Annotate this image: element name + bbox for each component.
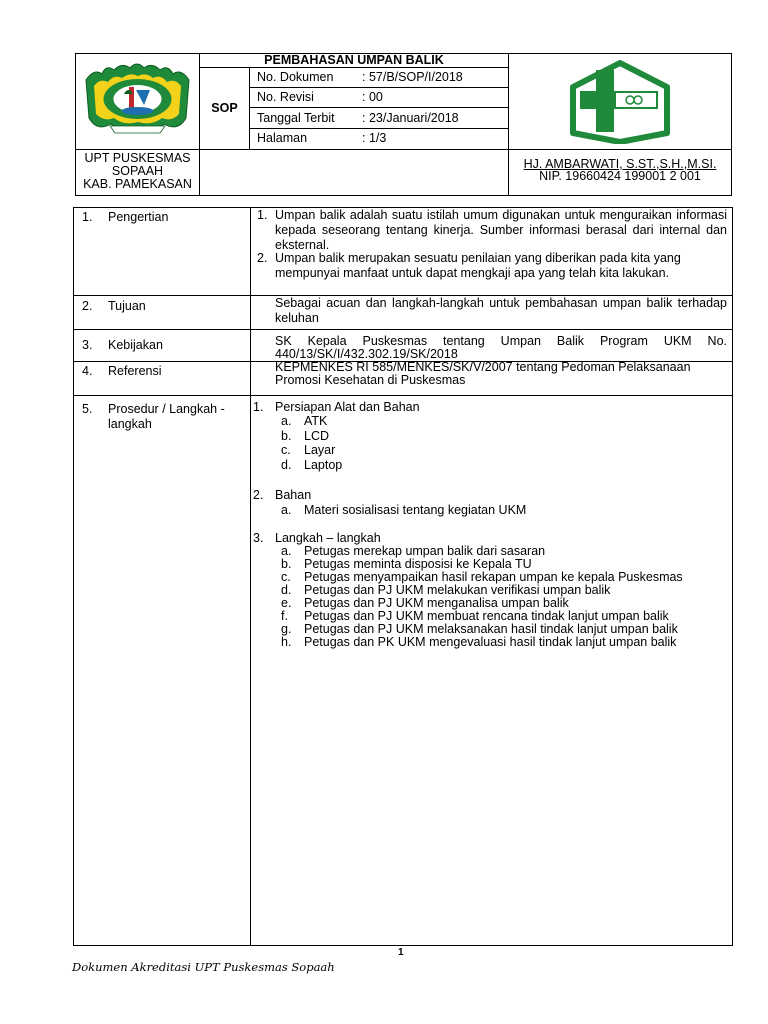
list-marker: d. [281,583,292,597]
list-item: Petugas dan PJ UKM melaksanakan hasil tindak lanjut umpan balik [304,622,678,636]
list-marker: e. [281,596,292,610]
group-marker: 3. [253,531,264,545]
group-title: Langkah – langkah [275,531,381,545]
list-marker: b. [281,429,292,443]
list-item: Petugas dan PJ UKM membuat rencana tindak lanjut umpan balik [304,609,669,623]
kebijakan-text: SK Kepala Puskesmas tentang Umpan Balik Program UKM No. 440/13/SK/I/432.302.19/SK/2018 [275,334,727,361]
section-number: 1. [82,210,93,224]
field-label-no-revisi: No. Revisi [257,90,314,104]
referensi-text: KEPMENKES RI 585/MENKES/SK/V/2007 tentang Pedoman Pelaksanaan Promosi Kesehatan di Puskesmas [275,360,691,387]
list-marker: 2. [257,251,268,265]
field-label-halaman: Halaman [257,131,308,145]
list-marker: a. [281,414,292,428]
list-marker: d. [281,458,292,472]
group-marker: 1. [253,400,264,414]
field-label-no-dokumen: No. Dokumen [257,70,334,84]
list-marker: f. [281,609,288,623]
signatory-nip: NIP. 19660424 199001 2 001 [539,169,701,183]
document-title: PEMBAHASAN UMPAN BALIK [264,53,444,67]
field-label-tanggal-terbit: Tanggal Terbit [257,111,335,125]
section-title-kebijakan: Kebijakan [108,338,163,352]
section-title-referensi: Referensi [108,364,162,378]
signatory-name: HJ. AMBARWATI, S.ST.,S.H.,M.SI. [523,157,717,171]
list-item: Layar [304,443,336,457]
puskesmas-cross-logo [566,60,674,144]
page-number: 1 [398,947,404,958]
field-value-no-dokumen: : 57/B/SOP/I/2018 [362,70,463,84]
org-name [76,152,199,191]
list-marker: a. [281,503,292,517]
section-number: 5. [82,402,93,416]
list-item: Petugas menyampaikan hasil rekapan umpan ke kepala Puskesmas [304,570,683,584]
sop-label: SOP [211,101,238,115]
list-marker: c. [281,443,291,457]
tujuan-text: Sebagai acuan dan langkah-langkah untuk pembahasan umpan balik terhadap keluhan [275,296,727,325]
list-item: LCD [304,429,330,443]
group-marker: 2. [253,488,264,502]
pengertian-item: Umpan balik adalah suatu istilah umum digunakan untuk menguraikan informasi kepada seseorang tentang kinerja. Sumber informasi berasal dari internal dan eksternal. [275,208,727,252]
list-marker: a. [281,544,292,558]
field-value-tanggal-terbit: : 23/Januari/2018 [362,111,459,125]
list-marker: c. [281,570,291,584]
field-value-no-revisi: : 00 [362,90,383,104]
group-title: Persiapan Alat dan Bahan [275,400,420,414]
org-line: SOPAAH [111,164,164,178]
section-number: 2. [82,299,93,313]
section-number: 3. [82,338,93,352]
list-marker: h. [281,635,292,649]
list-item: Materi sosialisasi tentang kegiatan UKM [304,503,527,517]
list-item: Petugas meminta disposisi ke Kepala TU [304,557,532,571]
section-title-prosedur [108,402,225,432]
section-title-tujuan: Tujuan [108,299,146,313]
list-marker: 1. [257,208,268,222]
list-marker: g. [281,622,292,636]
section-number: 4. [82,364,93,378]
section-title-line: langkah [108,417,152,431]
list-item: Petugas dan PJ UKM menganalisa umpan balik [304,596,569,610]
list-item: Petugas dan PJ UKM melakukan verifikasi umpan balik [304,583,611,597]
list-item: Laptop [304,458,343,472]
list-item: Petugas dan PK UKM mengevaluasi hasil tindak lanjut umpan balik [304,635,677,649]
section-title-line: Prosedur / Langkah - [108,402,225,416]
org-line: KAB. PAMEKASAN [83,177,192,191]
field-value-halaman: : 1/3 [362,131,387,145]
list-item: ATK [304,414,328,428]
org-line: UPT PUSKESMAS [84,151,191,165]
section-title-pengertian: Pengertian [108,210,169,224]
group-title: Bahan [275,488,312,502]
list-item: Petugas merekap umpan balik dari sasaran [304,544,546,558]
pengertian-item: Umpan balik merupakan sesuatu penilaian yang diberikan pada kita yang mempunyai manfaat untuk dapat mengkaji apa yang telah kita lakukan. [275,251,681,280]
list-marker: b. [281,557,292,571]
regency-emblem-logo [80,60,195,138]
footer-note: Dokumen Akreditasi UPT Puskesmas Sopaah [72,960,335,974]
